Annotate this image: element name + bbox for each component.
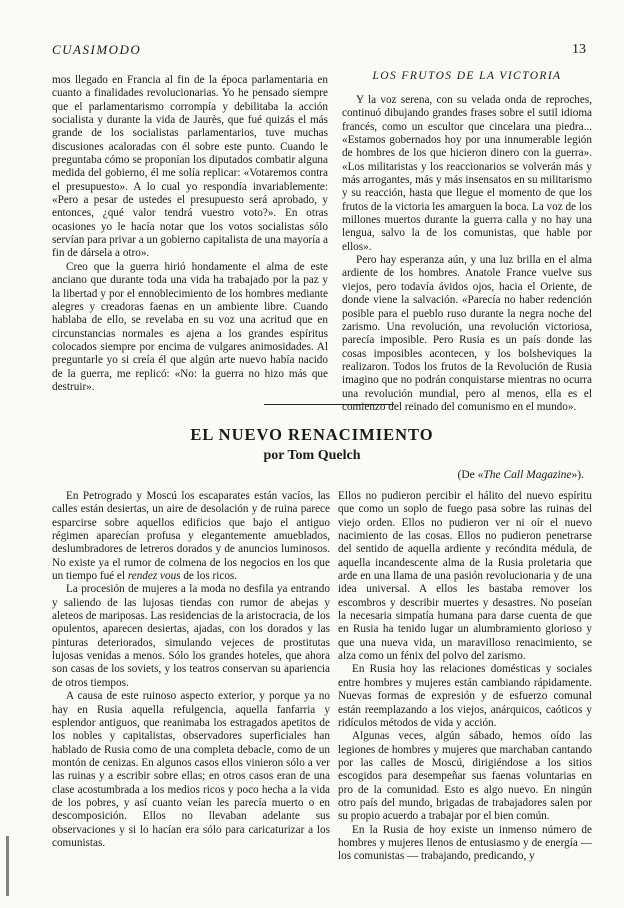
paragraph: Pero hay esperanza aún, y una luz brilla en el alma ardiente de los hombres. Anatole France vuelve sus viejos, pero todavía ávidos ojos, hacia el Oriente, de donde viene la salvación. «Parecía no haber redención posible para el pueblo ruso durante la negra noche del zarismo. Una revolución, una revolución victoriosa, parecía imposible. Pero Rusia es un país donde las cosas imposibles acontecen, y los bolsheviques la realizaron. Todos los frutos de la Revolución de Rusia imagino que no podrán conquistarse mientras no ocurra una revolución mundial, pero al menos, ella es el comienzo del reinado del comunismo en el mundo». [342, 254, 592, 413]
source-prefix: (De « [457, 469, 484, 481]
paragraph: La procesión de mujeres a la moda no desfila ya entrando y saliendo de las lujosas tiendas con rumor de abejas y aleteos de mariposas. Las residencias de la aristocracia, de los opulentos, aparecen desiertas, ajadas, con los dorados y las pinturas deteriorados, simulando vejeces de prostitutas lujosas venidas a menos. Sólo los grandes hoteles, que ahora son casas de los soviets, y los teatros conservan su apariencia de otros tiempos. [52, 583, 330, 689]
article-title: EL NUEVO RENACIMIENTO [190, 425, 434, 444]
paragraph [52, 490, 330, 583]
paragraph-text: En Petrogrado y Moscú los escaparates están vacíos, las calles están desiertas, un aire de desolación y de ruina parece esparcirse sobre aquellos edificios que bajo el antiguo régimen aparecían profusa y elegantemente amueblados, deslumbradores de letreros dorados y de anuncios luminosos. No existe ya el rumor de colmena de los negocios en los que un tiempo fué el [52, 490, 330, 583]
article-byline: por Tom Quelch [263, 448, 361, 463]
article-source [457, 469, 584, 481]
paragraph: mos llegado en Francia al fin de la época parlamentaria en cuanto a finalidades revolucionarias. Yo he pensado siempre que el parlamentarismo corrompía y debilitaba la acción socialista y durante la vida de Jaurès, que fué quizás el más grande de los socialistas parlamentarios, tuve muchas discusiones acaloradas con él sobre este punto. Cuando le preguntaba cómo se proponían los diputados combatir alguna medida del gobierno, él me solía replicar: «Votaremos contra el presupuesto». A lo cual yo respondía invariablemente: «Pero a pesar de ustedes el presupuesto será aprobado, y entonces, ¿qué valor tendrá vuestro voto?». En otras ocasiones yo le hacía notar que los votos socialistas sólo servían para privar a un gobierno capitalista de una mayoría a fin de dársela a otro». [52, 74, 328, 260]
page-number: 13 [572, 42, 586, 57]
binding-mark [6, 836, 9, 896]
paragraph: Ellos no pudieron percibir el hálito del nuevo espíritu que como un soplo de fuego pasa sobre las ruinas del viejo orden. Ellos no pudieron ver ni oír el nuevo nacimiento de las cosas. Ellos no pudieron penetrarse del sentido de aquella ardiente y recóndita médula, de aquella incandescente alma de la Rusia proletaria que arde en una llama de una pasión revolucionaria y de una idea universal. A ellos les bastaba remover los escombros y describir muertes y desastres. No poseían la necesaria simpatía humana para darse cuenta de que en Rusia ha tenido lugar un alumbramiento glorioso y que una nueva vida, un maravilloso renacimiento, se alza como un fénix del polvo del zarismo. [338, 490, 592, 663]
section-title: LOS FRUTOS DE LA VICTORIA [372, 70, 562, 82]
right-article-column [342, 94, 592, 414]
new-article-column-1 [52, 490, 330, 850]
source-name: The Call Magazine [483, 469, 572, 481]
paragraph-emphasis: rendez vous [127, 570, 181, 583]
source-suffix: »). [571, 469, 584, 481]
section-divider [264, 404, 394, 405]
new-article-column-2 [338, 490, 592, 864]
paragraph: A causa de este ruinoso aspecto exterior, y porque ya no hay en Rusia aquella refulgencia, aquella fanfarria y esplendor antiguos, que reanimaba los estragados apetitos de los nobles y capitalistas, observadores superficiales han hablado de Rusia como de una completa debacle, como de un montón de cenizas. En algunos casos ellos vinieron sólo a ver las ruinas y a escribir sobre ellas; en otros casos eran de una clase acostumbrada a los medios ricos y poco hecha a la vida de los pobres, y así cuanto veían les parecía muerto o en descomposición. Ellos no llevaban adelante sus observaciones y si lo hacían era sólo para caricaturizar a los comunistas. [52, 690, 330, 849]
paragraph: Algunas veces, algún sábado, hemos oído las legiones de hombres y mujeres que marchaban cantando por las calles de Moscú, dirigiéndose a los sitios escogidos para desempeñar sus faenas voluntarias en pro de la comunidad. Esto es algo nuevo. En ningún otro país del mundo, brigadas de trabajadores salen por su propio acuerdo a trabajar por el bien común. [338, 730, 592, 823]
page-header [52, 42, 586, 62]
paragraph: Creo que la guerra hirió hondamente el alma de este anciano que durante toda una vida ha trabajado por la paz y la libertad y por el ennoblecimiento de los hombres mediante alegres y creadoras faenas en un ambiente libre. Cuando hablaba de ello, se revelaba en su voz una acritud que en circunstancias normales es ajena a los grandes espíritus colocados siempre por encima de vulgares animosidades. Al preguntarle yo si creía él que algún arte nuevo había nacido de la guerra, me replicó: «No: la guerra no hizo más que destruir». [52, 260, 328, 393]
paragraph-text: de los ricos. [183, 570, 238, 583]
magazine-name: CUASIMODO [52, 42, 142, 57]
paragraph: Y la voz serena, con su velada onda de reproches, continuó dibujando grandes frases sobre el sutil idioma francés, como un escultor que cincelara una piedra... «Estamos gobernados hoy por una innumerable legión de hombres de los que hicieron dinero con la guerra». «Los militaristas y los reaccionarios se volverán más y más arrogantes, más y más insensatos en su militarismo y su reacción, hasta que llegue el momento de que los frutos de la victoria les amarguen la boca. La voz de los millones muertos durante la guerra calla y no hay una lengua, salvo la de los comunistas, que hable por ellos». [342, 94, 592, 253]
paragraph: En la Rusia de hoy existe un inmenso número de hombres y mujeres llenos de entusiasmo y de energía — los comunistas — trabajando, predicando, y [338, 823, 592, 863]
left-article-column [52, 74, 328, 394]
paragraph: En Rusia hoy las relaciones domésticas y sociales entre hombres y mujeres están cambiando rápidamente. Nuevas formas de expresión y de esfuerzo comunal están reemplazando a los viejos, anárquicos, caóticos y ridículos métodos de vida y acción. [338, 663, 592, 729]
